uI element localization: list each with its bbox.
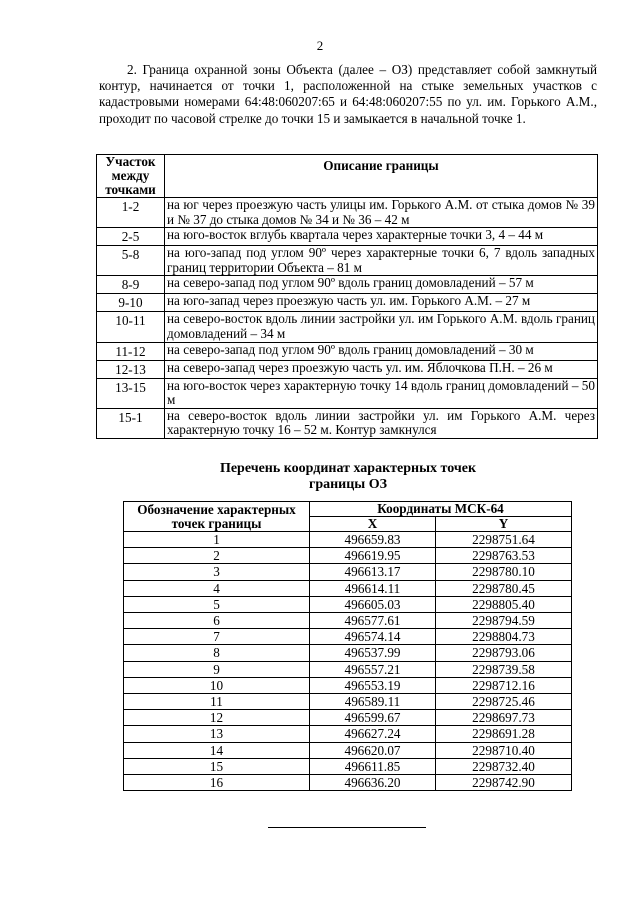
table-row bbox=[124, 775, 572, 791]
coord-y: 2298739.58 bbox=[436, 661, 572, 677]
coord-x: 496619.95 bbox=[310, 548, 436, 564]
point-number: 1 bbox=[124, 532, 310, 548]
coord-y: 2298732.40 bbox=[436, 758, 572, 774]
table-row bbox=[97, 276, 598, 294]
coord-y: 2298712.16 bbox=[436, 677, 572, 693]
segment-points: 11-12 bbox=[97, 342, 165, 360]
header-y: Y bbox=[436, 517, 572, 532]
boundary-description-table bbox=[96, 154, 598, 439]
table-header-row bbox=[97, 155, 598, 198]
page-number: 2 bbox=[316, 38, 324, 53]
coord-y: 2298780.10 bbox=[436, 564, 572, 580]
table-row bbox=[97, 408, 598, 438]
segment-points: 10-11 bbox=[97, 312, 165, 342]
coord-y: 2298804.73 bbox=[436, 629, 572, 645]
coord-x: 496537.99 bbox=[310, 645, 436, 661]
table-row bbox=[97, 294, 598, 312]
coord-x: 496614.11 bbox=[310, 580, 436, 596]
coord-y: 2298691.28 bbox=[436, 726, 572, 742]
point-number: 3 bbox=[124, 564, 310, 580]
point-number: 10 bbox=[124, 677, 310, 693]
table-row bbox=[97, 312, 598, 342]
table-row bbox=[97, 246, 598, 276]
point-number: 14 bbox=[124, 742, 310, 758]
table-row bbox=[124, 532, 572, 548]
coord-y: 2298805.40 bbox=[436, 596, 572, 612]
segment-description: на юго-запад под углом 90º через характерные точки 6, 7 вдоль западных границ территории Объекта – 81 м bbox=[165, 246, 598, 276]
header-segment: Участок между точками bbox=[97, 155, 165, 198]
point-number: 11 bbox=[124, 694, 310, 710]
table-row bbox=[124, 548, 572, 564]
table-row bbox=[124, 758, 572, 774]
segment-description: на юго-восток вглубь квартала через характерные точки 3, 4 – 44 м bbox=[165, 228, 598, 246]
coord-x: 496659.83 bbox=[310, 532, 436, 548]
table-row bbox=[97, 378, 598, 408]
coord-x: 496636.20 bbox=[310, 775, 436, 791]
table-row bbox=[124, 694, 572, 710]
coord-y: 2298794.59 bbox=[436, 613, 572, 629]
coord-y: 2298710.40 bbox=[436, 742, 572, 758]
intro-paragraph bbox=[99, 62, 597, 127]
table-row bbox=[124, 726, 572, 742]
segment-description: на северо-запад под углом 90º вдоль границ домовладений – 57 м bbox=[165, 276, 598, 294]
coord-x: 496577.61 bbox=[310, 613, 436, 629]
coord-x: 496613.17 bbox=[310, 564, 436, 580]
point-number: 5 bbox=[124, 596, 310, 612]
coord-x: 496589.11 bbox=[310, 694, 436, 710]
coord-y: 2298793.06 bbox=[436, 645, 572, 661]
header-description: Описание границы bbox=[165, 155, 598, 198]
table-row bbox=[97, 228, 598, 246]
table-row bbox=[97, 198, 598, 228]
table-row bbox=[124, 629, 572, 645]
segment-points: 2-5 bbox=[97, 228, 165, 246]
table-row bbox=[124, 596, 572, 612]
segment-description: на юго-восток через характерную точку 14 вдоль границ домовладений – 50 м bbox=[165, 378, 598, 408]
coord-x: 496627.24 bbox=[310, 726, 436, 742]
point-number: 2 bbox=[124, 548, 310, 564]
table-row bbox=[97, 360, 598, 378]
coordinates-title-line1: Перечень координат характерных точек bbox=[219, 461, 477, 476]
intro-text: 2. Граница охранной зоны Объекта (далее – ОЗ) представляет собой замкнутый контур, начинается от точки 1, расположенной на стыке земельных участков с кадастровыми номерами 64:48:060207:65 и 64:48:060207:55 по ул. им. Горького А.М., проходит по часовой стрелке до точки 15 и замыкается в начальной точке 1. bbox=[99, 62, 597, 126]
coord-y: 2298780.45 bbox=[436, 580, 572, 596]
segment-description: на юг через проезжую часть улицы им. Горького А.М. от стыка домов № 39 и № 37 до стыка домов № 34 и № 36 – 42 м bbox=[165, 198, 598, 228]
header-msk64: Координаты МСК-64 bbox=[310, 502, 572, 517]
coord-x: 496574.14 bbox=[310, 629, 436, 645]
table-row bbox=[124, 613, 572, 629]
coords-header-row bbox=[124, 502, 572, 517]
coord-y: 2298697.73 bbox=[436, 710, 572, 726]
coord-x: 496611.85 bbox=[310, 758, 436, 774]
coordinates-title-line2: границы ОЗ bbox=[308, 477, 388, 492]
table-row bbox=[124, 742, 572, 758]
coordinates-table bbox=[123, 501, 572, 791]
coord-y: 2298742.90 bbox=[436, 775, 572, 791]
coord-x: 496620.07 bbox=[310, 742, 436, 758]
point-number: 9 bbox=[124, 661, 310, 677]
point-number: 7 bbox=[124, 629, 310, 645]
segment-points: 9-10 bbox=[97, 294, 165, 312]
coord-x: 496605.03 bbox=[310, 596, 436, 612]
segment-points: 5-8 bbox=[97, 246, 165, 276]
table-row bbox=[97, 342, 598, 360]
point-number: 15 bbox=[124, 758, 310, 774]
segment-description: на северо-восток вдоль линии застройки ул. им Горького А.М. через характерную точку 16 – 52 м. Контур замкнулся bbox=[165, 408, 598, 438]
segment-description: на юго-запад через проезжую часть ул. им. Горького А.М. – 27 м bbox=[165, 294, 598, 312]
point-number: 8 bbox=[124, 645, 310, 661]
table-row bbox=[124, 645, 572, 661]
segment-points: 1-2 bbox=[97, 198, 165, 228]
table-row bbox=[124, 580, 572, 596]
segment-points: 12-13 bbox=[97, 360, 165, 378]
table-row bbox=[124, 710, 572, 726]
header-x: X bbox=[310, 517, 436, 532]
segment-points: 8-9 bbox=[97, 276, 165, 294]
segment-description: на северо-запад через проезжую часть ул. им. Яблочкова П.Н. – 26 м bbox=[165, 360, 598, 378]
coord-y: 2298751.64 bbox=[436, 532, 572, 548]
coord-y: 2298725.46 bbox=[436, 694, 572, 710]
segment-description: на северо-запад под углом 90º вдоль границ домовладений – 30 м bbox=[165, 342, 598, 360]
coord-x: 496557.21 bbox=[310, 661, 436, 677]
table-row bbox=[124, 661, 572, 677]
table-row bbox=[124, 677, 572, 693]
coord-y: 2298763.53 bbox=[436, 548, 572, 564]
segment-points: 15-1 bbox=[97, 408, 165, 438]
table-row bbox=[124, 564, 572, 580]
header-points: Обозначение характерных точек границы bbox=[124, 502, 310, 532]
coord-x: 496553.19 bbox=[310, 677, 436, 693]
coord-x: 496599.67 bbox=[310, 710, 436, 726]
coordinates-title bbox=[0, 461, 640, 493]
segment-description: на северо-восток вдоль линии застройки ул. им Горького А.М. вдоль границ домовладений – 34 м bbox=[165, 312, 598, 342]
point-number: 6 bbox=[124, 613, 310, 629]
point-number: 13 bbox=[124, 726, 310, 742]
point-number: 4 bbox=[124, 580, 310, 596]
segment-points: 13-15 bbox=[97, 378, 165, 408]
signature-line bbox=[268, 827, 426, 828]
point-number: 12 bbox=[124, 710, 310, 726]
point-number: 16 bbox=[124, 775, 310, 791]
